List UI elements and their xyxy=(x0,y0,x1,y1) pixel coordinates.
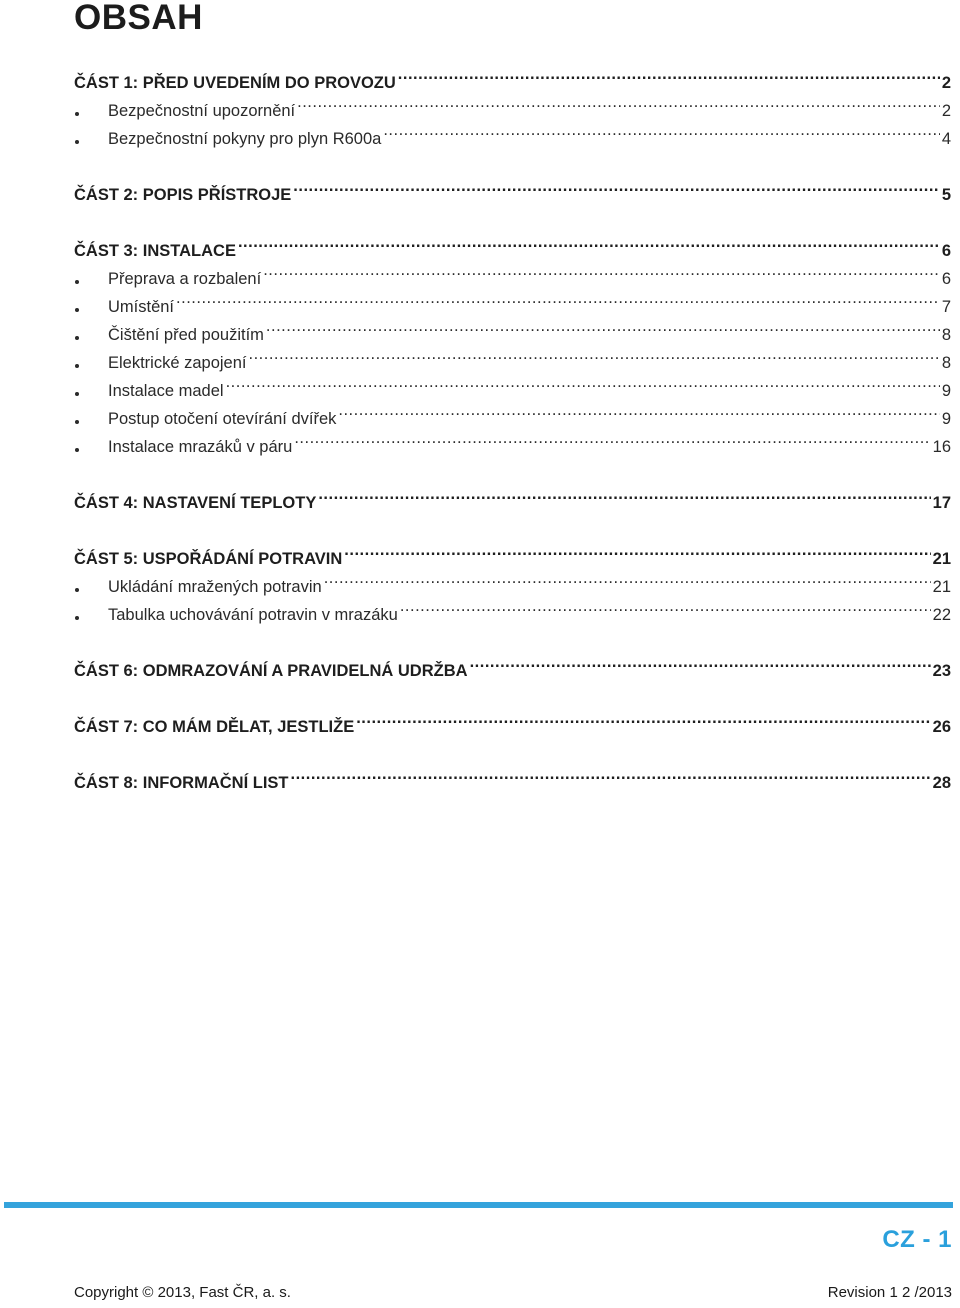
toc-page-number: 9 xyxy=(941,410,951,428)
toc-page-number: 6 xyxy=(941,270,951,288)
footer-divider xyxy=(4,1202,953,1208)
toc-entry-label: ČÁST 7: CO MÁM DĚLAT, JESTLIŽE xyxy=(74,718,355,736)
toc-entry-label: ČÁST 6: ODMRAZOVÁNÍ A PRAVIDELNÁ UDRŽBA xyxy=(74,662,468,680)
toc-page-number: 9 xyxy=(941,382,951,400)
toc-page-number: 26 xyxy=(932,718,951,736)
toc-page-number: 8 xyxy=(941,354,951,372)
toc-entry-label: ČÁST 1: PŘED UVEDENÍM DO PROVOZU xyxy=(74,74,396,92)
toc-page-number: 2 xyxy=(941,102,951,120)
toc-page-number: 7 xyxy=(941,298,951,316)
toc-section-entry[interactable] xyxy=(74,480,951,512)
toc-page-number: 22 xyxy=(932,606,951,624)
toc-leader-dots xyxy=(398,60,940,88)
toc-page-number: 17 xyxy=(932,494,951,512)
toc-leader-dots xyxy=(263,256,940,284)
toc-page-number: 21 xyxy=(932,550,951,568)
toc-leader-dots xyxy=(338,396,939,424)
toc-entry-label: ČÁST 2: POPIS PŘÍSTROJE xyxy=(74,186,292,204)
toc-leader-dots xyxy=(297,88,940,116)
toc-leader-dots xyxy=(226,368,940,396)
revision-label: Revision 1 2 /2013 xyxy=(827,1284,952,1301)
page-title: OBSAH xyxy=(74,0,203,37)
toc-entry-label: Přeprava a rozbalení xyxy=(108,270,262,288)
toc-leader-dots xyxy=(400,592,931,620)
toc-page-number: 6 xyxy=(941,242,951,260)
toc-entry-label: Tabulka uchovávání potravin v mrazáku xyxy=(108,606,398,624)
toc-page-number: 8 xyxy=(941,326,951,344)
toc-leader-dots xyxy=(294,424,930,452)
toc-leader-dots xyxy=(356,704,930,732)
toc-entry-label: ČÁST 8: INFORMAČNÍ LIST xyxy=(74,774,289,792)
copyright-notice: Copyright © 2013, Fast ČR, a. s. xyxy=(74,1284,291,1301)
toc-page-number: 23 xyxy=(932,662,951,680)
toc-entry-label: Instalace madel xyxy=(108,382,224,400)
toc-entry-label: Postup otočení otevírání dvířek xyxy=(108,410,337,428)
toc-section-entry[interactable] xyxy=(74,228,951,260)
toc-entry-label: Bezpečnostní pokyny pro plyn R600a xyxy=(108,130,382,148)
toc-leader-dots xyxy=(383,116,939,144)
toc-section-entry[interactable] xyxy=(74,60,951,92)
toc-entry-label: ČÁST 4: NASTAVENÍ TEPLOTY xyxy=(74,494,317,512)
toc-item-entry[interactable] xyxy=(74,284,951,316)
toc-entry-label: Instalace mrazáků v páru xyxy=(108,438,293,456)
toc-page-number: 28 xyxy=(932,774,951,792)
toc-leader-dots xyxy=(293,172,940,200)
toc-section-entry[interactable] xyxy=(74,648,951,680)
toc-section-entry[interactable] xyxy=(74,760,951,792)
toc-page-number: 4 xyxy=(941,130,951,148)
toc-leader-dots xyxy=(238,228,940,256)
toc-entry-label: Čištění před použitím xyxy=(108,326,264,344)
toc-entry-label: Elektrické zapojení xyxy=(108,354,247,372)
toc-page-number: 16 xyxy=(932,438,951,456)
page-number-badge: CZ - 1 xyxy=(882,1226,952,1253)
toc-section-entry[interactable] xyxy=(74,704,951,736)
toc-entry-label: ČÁST 3: INSTALACE xyxy=(74,242,236,260)
toc-leader-dots xyxy=(249,340,940,368)
table-of-contents xyxy=(74,60,951,792)
toc-page-number: 5 xyxy=(941,186,951,204)
toc-leader-dots xyxy=(324,564,931,592)
toc-leader-dots xyxy=(344,536,930,564)
toc-leader-dots xyxy=(291,760,931,788)
toc-page-number: 21 xyxy=(932,578,951,596)
toc-section-entry[interactable] xyxy=(74,536,951,568)
toc-leader-dots xyxy=(266,312,940,340)
toc-leader-dots xyxy=(470,648,931,676)
toc-leader-dots xyxy=(176,284,940,312)
toc-page-number: 2 xyxy=(941,74,951,92)
toc-entry-label: Umístění xyxy=(108,298,175,316)
toc-entry-label: Bezpečnostní upozornění xyxy=(108,102,296,120)
toc-entry-label: ČÁST 5: USPOŘÁDÁNÍ POTRAVIN xyxy=(74,550,343,568)
toc-entry-label: Ukládání mražených potravin xyxy=(108,578,322,596)
toc-item-entry[interactable] xyxy=(74,312,951,344)
toc-section-entry[interactable] xyxy=(74,172,951,204)
toc-leader-dots xyxy=(318,480,930,508)
